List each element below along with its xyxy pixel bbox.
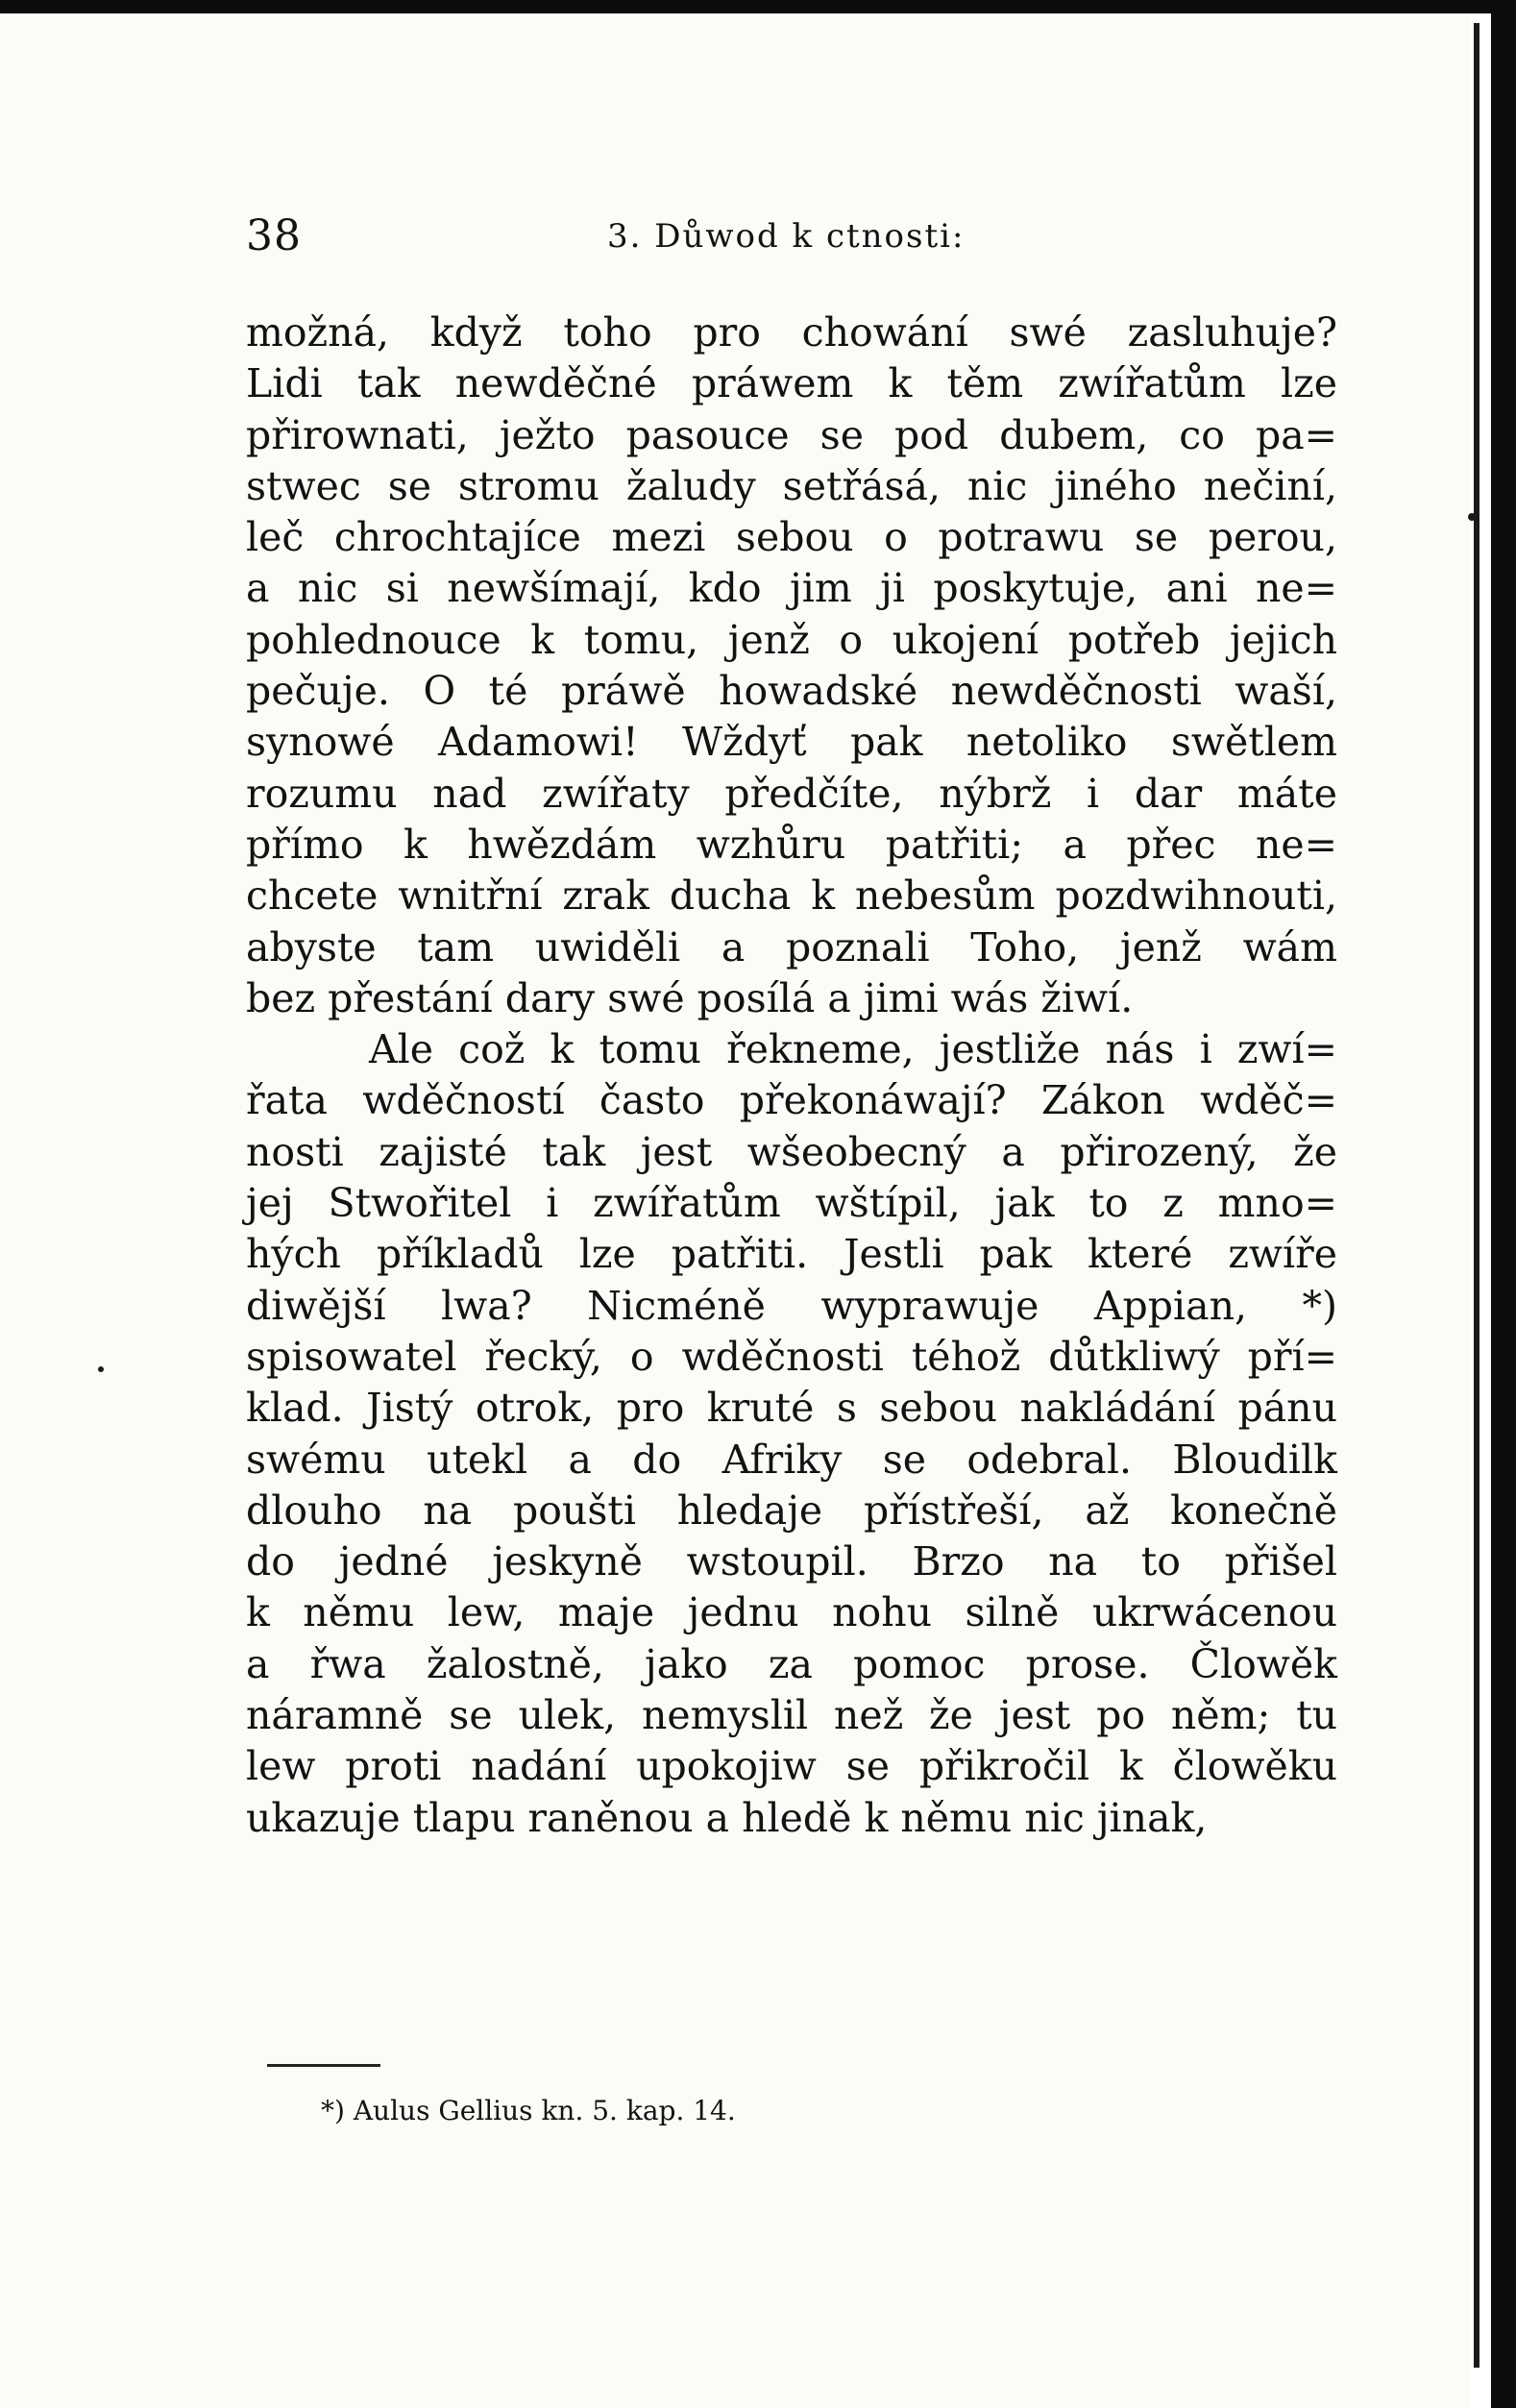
- page-number: 38: [246, 211, 302, 260]
- text-line: a nic si newšímají, kdo jim ji poskytuje, ani ne=: [246, 565, 1337, 612]
- book-page: [0, 13, 1470, 2408]
- text-line: leč chrochtajíce mezi sebou o potrawu se perou,: [246, 514, 1337, 561]
- text-line: náramně se ulek, nemyslil než že jest po něm; tu: [246, 1692, 1337, 1739]
- text-line: pečuje. O té práwě howadské newděčnosti waší,: [246, 668, 1337, 715]
- text-line: Lidi tak newděčné práwem k těm zwířatům lze: [246, 360, 1337, 407]
- page-header: [246, 211, 976, 269]
- ink-speck: [98, 1366, 104, 1372]
- text-line: dlouho na poušti hledaje přístřeší, až konečně: [246, 1487, 1337, 1534]
- text-line: diwější lwa? Nicméně wyprawuje Appian, *): [246, 1282, 1337, 1329]
- text-line: spisowatel řecký, o wděčnosti téhož důtkliwý pří=: [246, 1333, 1337, 1380]
- text-line: k němu lew, maje jednu nohu silně ukrwácenou: [246, 1589, 1337, 1636]
- footnote-rule: [267, 2064, 380, 2067]
- text-line: přirownati, ježto pasouce se pod dubem, co pa=: [246, 411, 1337, 458]
- text-line: ukazuje tlapu raněnou a hledě k němu nic jinak,: [246, 1794, 1208, 1841]
- text-line: řata wděčností často překonáwají? Zákon wděč=: [246, 1077, 1337, 1124]
- text-line: klad. Jistý otrok, pro kruté s sebou nakládání pánu: [246, 1385, 1337, 1432]
- scan-border-right: [1491, 0, 1516, 2408]
- text-line: lew proti nadání upokojiw se přikročil k člowěku: [246, 1743, 1337, 1790]
- footnote: *) Aulus Gellius kn. 5. kap. 14.: [321, 2095, 736, 2126]
- scan-page-edge: [1474, 23, 1479, 2368]
- text-line: abyste tam uwiděli a poznali Toho, jenž wám: [246, 923, 1337, 971]
- text-line: a řwa žalostně, jako za pomoc prose. Člowěk: [246, 1640, 1337, 1687]
- text-line: Ale což k tomu řekneme, jestliže nás i zwí=: [369, 1026, 1337, 1073]
- running-head: 3. Důwod k ctnosti:: [607, 217, 966, 256]
- text-line: hých příkladů lze patřiti. Jestli pak které zwíře: [246, 1231, 1337, 1278]
- text-line: přímo k hwězdám wzhůru patřiti; a přec ne=: [246, 821, 1337, 868]
- text-line: nosti zajisté tak jest wšeobecný a přirozený, že: [246, 1128, 1337, 1175]
- text-line: do jedné jeskyně wstoupil. Brzo na to přišel: [246, 1538, 1337, 1585]
- body-text: [246, 307, 1337, 1844]
- text-line: stwec se stromu žaludy setřásá, nic jiného nečiní,: [246, 462, 1337, 509]
- text-line: chcete wnitřní zrak ducha k nebesům pozdwihnouti,: [246, 872, 1337, 920]
- text-line: bez přestání dary swé posílá a jimi wás žiwí.: [246, 974, 1134, 1021]
- text-line: pohlednouce k tomu, jenž o ukojení potřeb jejich: [246, 616, 1337, 663]
- text-line: možná, když toho pro chowání swé zasluhuje?: [246, 309, 1337, 356]
- text-line: synowé Adamowi! Wždyť pak netoliko swětlem: [246, 719, 1337, 766]
- text-line: jej Stwořitel i zwířatům wštípil, jak to z mno=: [246, 1180, 1337, 1227]
- scan-border-top: [0, 0, 1516, 13]
- text-line: rozumu nad zwířaty předčíte, nýbrž i dar máte: [246, 770, 1337, 817]
- text-line: swému utekl a do Afriky se odebral. Bloudilk: [246, 1436, 1337, 1483]
